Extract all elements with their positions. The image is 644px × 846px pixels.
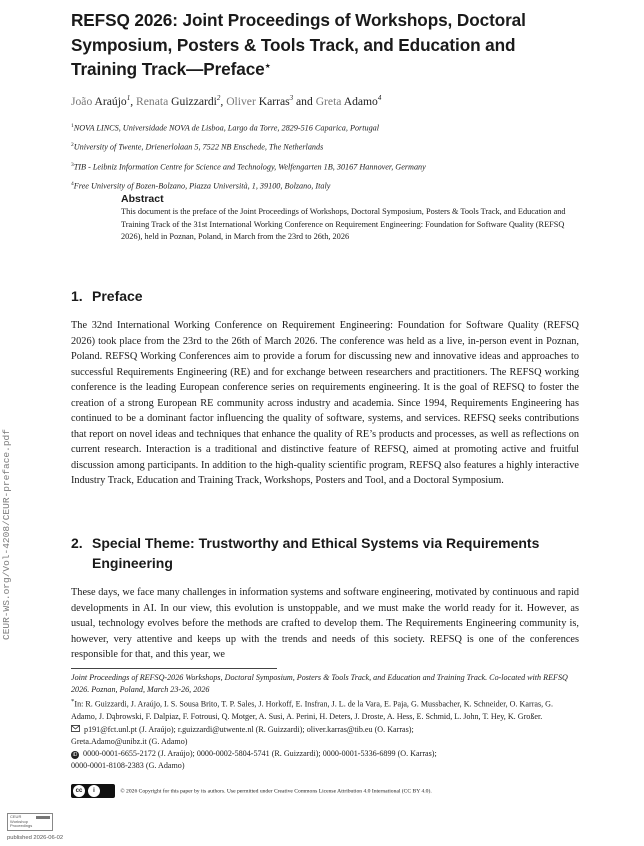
email-link[interactable]: Greta.Adamo@unibz.it bbox=[71, 736, 147, 746]
footnotes bbox=[71, 672, 579, 772]
author: Greta Adamo$^4$ bbox=[315, 94, 382, 108]
author: João Araújo$^1$ bbox=[71, 94, 131, 108]
section-body-preface: The 32nd International Working Conference on Requirement Engineering: Foundation for Software Quality (REFSQ 2026) took place from the 23rd to the 26th of March 2026. The conference was held as a live, in-person event in Poznan, Poland. REFSQ Working Conferences aim to provide a forum for discussing new and innovative ideas and approaches to successful Requirements Engineering (RE) and for exchange between researchers and practitioners. The REFSQ working conference is the leading European conference series on requirements engineering. It is the goal of REFSQ to foster the creation of a strong European RE community across industry and academia. Since 1994, Requirements Engineering has continued to be a dominant factor influencing the quality of software, systems, and services. REFSQ seeks contributions that report on novel ideas and techniques that enhance the quality of RE’s products and processes, as well as reflections on current research. Interaction is a traditional and distinctive feature of REFSQ, aimed at promoting active and fruitful discussion among participants. In addition to the high-quality scientific program, REFSQ also features a highly interactive Industry Track, Education and Training Track, Workshops, Posters and Tool, and a Doctoral Symposium. bbox=[71, 320, 579, 486]
title-line-3: Training Track—Preface bbox=[71, 59, 265, 79]
author: Oliver Karras$^3$ bbox=[226, 94, 294, 108]
license-text: © 2026 Copyright for this paper by its authors. Use permitted under Creative Commons License Attribution 4.0 International (CC BY 4.0). bbox=[120, 788, 432, 795]
section-heading-preface: 1. Preface bbox=[71, 288, 143, 304]
title-footnote-mark: ⋆ bbox=[264, 61, 271, 72]
cc-by-badge: cc i bbox=[71, 784, 115, 798]
email-link[interactable]: p191@fct.unl.pt bbox=[84, 724, 137, 734]
orcid-link[interactable]: 0000-0001-5336-6899 bbox=[322, 748, 396, 758]
author-list: João Araújo$^1$, Renata Guizzardi$^2$, Oliver Karras$^3$ and Greta Adamo$^4$ bbox=[71, 94, 382, 108]
affiliation: $^4$Free University of Bozen-Bolzano, Piazza Università, 1, 39100, Bolzano, Italy bbox=[71, 180, 331, 191]
abstract-text: This document is the preface of the Joint Proceedings of Workshops, Doctoral Symposium, Posters & Tools Track, and Education and Training Track of the 31st International Working Conference on Requirement Engineering: Foundation for Software Quality (REFSQ 2026), held in Poznan, Poland, in March from the 23rd to 26th, 2026 bbox=[121, 207, 566, 242]
side-url: CEUR-WS.org/Vol-4208/CEUR-preface.pdf bbox=[1, 429, 12, 640]
footnote-orcids: iD 0000-0001-6655-2172 (J. Araújo); 0000-0002-5804-5741 (R. Guizzardi); 0000-0001-5336-6899 (O. Karras); 0000-0001-8108-2383 (G. Adamo) bbox=[71, 748, 437, 771]
affiliation: $^1$NOVA LINCS, Universidade NOVA de Lisboa, Largo da Torre, 2829-516 Caparica, Portugal bbox=[71, 123, 380, 133]
paper-title bbox=[71, 8, 579, 82]
footnote-rule bbox=[71, 668, 277, 669]
orcid-link[interactable]: 0000-0001-6655-2172 bbox=[83, 748, 156, 758]
section-body-special-theme: These days, we face many challenges in information systems and software engineering, motivated by continuous and rapid developments in AI. In our view, this evolution is unstoppable, and we must make the world ready for it. However, as usual, technology evolves before the methods are crafted to develop them. The Requirements Engineering community is, however, very attentive and keeps up with the trends and needs of this society. REFSQ is one of the conferences responsible for that, and this year, we bbox=[71, 587, 579, 660]
affiliation-list bbox=[71, 118, 579, 195]
abstract bbox=[121, 192, 579, 244]
orcid-link[interactable]: 0000-0002-5804-5741 bbox=[196, 748, 270, 758]
email-link[interactable]: r.guizzardi@utwente.nl bbox=[177, 724, 254, 734]
title-line-1: REFSQ 2026: Joint Proceedings of Workshops, Doctoral bbox=[71, 10, 526, 30]
published-date: published 2026-06-02 bbox=[7, 835, 64, 841]
envelope-icon bbox=[71, 724, 80, 733]
license-line bbox=[71, 784, 579, 798]
footnote-emails: p191@fct.unl.pt (J. Araújo); r.guizzardi@utwente.nl (R. Guizzardi); oliver.karras@tib.eu (O. Karras); Greta.Adamo@unibz.it (G. Adamo) bbox=[71, 724, 414, 746]
title-line-2: Symposium, Posters & Tools Track, and Education and bbox=[71, 34, 516, 55]
affiliation: $^2$University of Twente, Drienerlolaan 5, 7522 NB Enschede, The Netherlands bbox=[71, 142, 324, 153]
abstract-heading: Abstract bbox=[121, 193, 164, 205]
footnote-editors: *In: R. Guizzardi, J. Araújo, I. S. Sousa Brito, T. P. Sales, J. Horkoff, E. Insfran, J. L. de la Vara, E. Paja, G. Mussbacher, K. Schneider, O. Karras, G. Adamo, J. Dąbrowski, F. Dalpiaz, F. Fotrousi, Q. Motger, A. Susi, A. Perini, H. Deters, J. Droste, A. Hess, E. Schmid, L. John, T. Hey, K. Großer. bbox=[71, 698, 554, 722]
affiliation: $^3$TIB - Leibniz Information Centre for Science and Technology, Welfengarten 1B, 30167 Hannover, Germany bbox=[71, 161, 426, 172]
section-heading-special-theme: 2. Special Theme: Trustworthy and Ethical Systems via Requirements Engineering bbox=[71, 535, 540, 571]
author: Renata Guizzardi$^2$ bbox=[136, 94, 221, 108]
ceur-logo: CEUR Workshop Proceedings bbox=[7, 813, 53, 831]
footnote-venue: Joint Proceedings of REFSQ-2026 Workshops, Doctoral Symposium, Posters & Tools Track, and Education and Training Track. Co-located with REFSQ 2026. Poznan, Poland, March 23-26, 2026 bbox=[71, 673, 568, 695]
email-link[interactable]: oliver.karras@tib.eu bbox=[306, 724, 373, 734]
orcid-icon: iD bbox=[72, 751, 78, 758]
orcid-link[interactable]: 0000-0001-8108-2383 bbox=[71, 761, 144, 771]
